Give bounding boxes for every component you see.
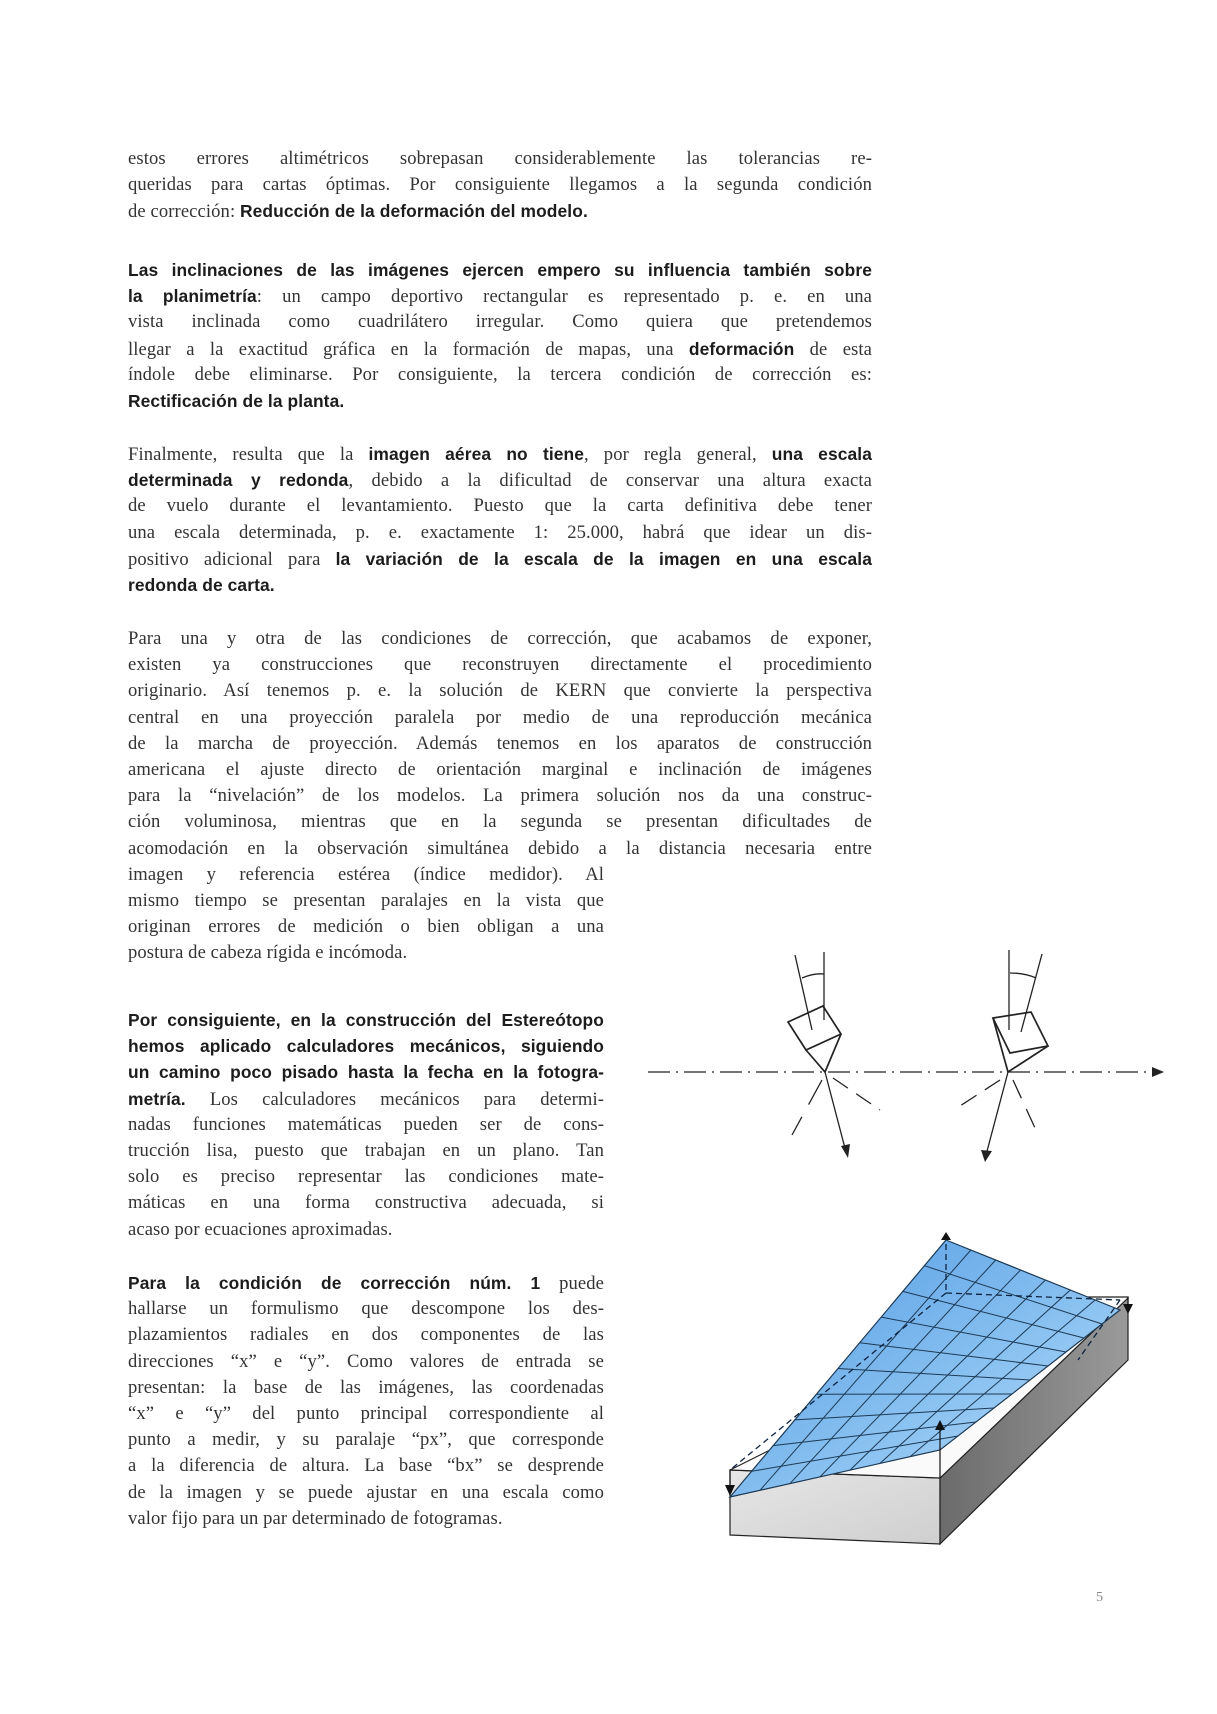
text-line <box>128 1349 604 1375</box>
axis-arrowhead <box>1152 1067 1164 1077</box>
text-line <box>128 1164 604 1190</box>
text-line <box>128 546 872 572</box>
text-line <box>128 257 872 283</box>
text-line <box>128 705 872 731</box>
text-run: índole debe eliminarse. Por consiguiente, la tercera condición de corrección es: <box>128 363 872 385</box>
text-run: presentan: la base de las imágenes, las coordenadas <box>128 1376 604 1398</box>
text-run: , por regla general, <box>584 444 772 465</box>
text-line <box>128 146 872 172</box>
text-run: máticas en una forma constructiva adecuada, si <box>128 1192 604 1214</box>
text-line <box>128 1427 604 1453</box>
text-run: acaso por ecuaciones aproximadas. <box>128 1218 393 1240</box>
text-line <box>128 809 872 835</box>
text-line <box>128 678 872 704</box>
bold-phrase: una escala <box>771 444 872 464</box>
text-line <box>128 940 604 966</box>
text-run: estos errores altimétricos sobrepasan considerablemente las tolerancias re- <box>128 148 872 169</box>
text-run: nadas funciones matemáticas pueden ser de cons- <box>128 1113 604 1135</box>
text-line <box>128 914 604 940</box>
paragraph-p3 <box>128 441 872 598</box>
bold-phrase: Rectificación de la planta. <box>128 390 345 411</box>
text-run: : un campo deportivo rectangular es representado p. e. en una <box>256 286 873 308</box>
text-line <box>128 757 872 783</box>
text-run: existen ya construcciones que reconstruyen directamente el procedimiento <box>128 654 872 676</box>
bold-phrase: imagen aérea no tiene <box>368 444 585 464</box>
paragraph-p2 <box>128 257 872 414</box>
text-run: plazamientos radiales en dos componentes de las <box>128 1324 604 1346</box>
text-run: trucción lisa, puesto que trabajan en un plano. Tan <box>128 1139 604 1161</box>
bold-phrase: Para la condición de corrección núm. 1 <box>128 1273 541 1293</box>
text-line <box>128 283 872 309</box>
text-line <box>128 520 872 546</box>
text-line <box>128 1138 604 1164</box>
text-line <box>128 1401 604 1427</box>
bold-phrase: Las inclinaciones de las imágenes ejercen empero su influencia también sobre <box>128 260 872 280</box>
text-line <box>128 572 872 598</box>
text-line <box>128 1007 604 1033</box>
text-run: originario. Así tenemos p. e. la solución de KERN que convierte la perspectiva <box>128 680 872 702</box>
text-run: de esta <box>794 338 872 360</box>
text-run: valor fijo para un par determinado de fotogramas. <box>128 1507 503 1529</box>
bold-phrase: determinada y redonda <box>128 470 349 491</box>
text-run: americana el ajuste directo de orientación marginal e inclinación de imágenes <box>128 758 872 780</box>
text-run: mismo tiempo se presentan paralajes en la vista que <box>128 889 604 911</box>
text-run: hallarse un formulismo que descompone los des- <box>128 1298 604 1320</box>
bold-phrase: redonda de carta. <box>128 574 275 595</box>
text-run: una escala determinada, p. e. exactamente 1: 25.000, habrá que idear un dis- <box>128 521 872 543</box>
bold-phrase: deformación <box>688 338 795 359</box>
text-run: de corrección: <box>128 201 240 223</box>
bold-phrase: hemos aplicado calculadores mecánicos, siguiendo <box>128 1036 604 1057</box>
text-line <box>128 1480 604 1506</box>
text-line <box>128 1322 604 1348</box>
paragraph-p4 <box>128 626 872 862</box>
text-line <box>128 1296 604 1322</box>
text-run: acomodación en la observación simultánea debido a la distancia necesaria entre <box>128 837 872 859</box>
text-line <box>128 493 872 519</box>
text-run: solo es preciso representar las condiciones mate- <box>128 1166 604 1188</box>
text-run: de la marcha de proyección. Además tenemos en los aparatos de construcción <box>128 732 872 754</box>
text-run: punto a medir, y su paralaje “px”, que corresponde <box>128 1429 604 1451</box>
text-run: direcciones “x” e “y”. Como valores de entrada se <box>128 1350 604 1372</box>
text-run: ción voluminosa, mientras que en la segunda se presentan dificultades de <box>128 811 872 833</box>
text-run: vista inclinada como cuadrilátero irregular. Como quiera que pretendemos <box>128 311 872 333</box>
bold-phrase: la variación de la escala de la imagen en una escala <box>335 548 872 569</box>
text-run: central en una proyección paralela por medio de una reproducción mecánica <box>128 706 872 728</box>
bold-phrase: un camino poco pisado hasta la fecha en la fotogra- <box>128 1062 604 1083</box>
text-line <box>128 441 872 467</box>
text-run: imagen y referencia estérea (índice medidor). Al <box>128 863 604 885</box>
text-line <box>128 1453 604 1479</box>
text-line <box>128 862 604 888</box>
text-line <box>128 1059 604 1085</box>
text-run: llegar a la exactitud gráfica en la formación de mapas, una <box>128 338 689 360</box>
text-line <box>128 1375 604 1401</box>
text-run: “x” e “y” del punto principal correspondiente al <box>128 1402 604 1424</box>
bold-phrase: Reducción de la deformación del modelo. <box>239 201 588 222</box>
text-run: a la diferencia de altura. La base “bx” se desprende <box>128 1455 604 1477</box>
text-line <box>128 1086 604 1112</box>
bold-phrase: Por consiguiente, en la construcción del Estereótopo <box>128 1010 604 1030</box>
tilted-model-diagram <box>700 1230 1150 1550</box>
text-line <box>128 1112 604 1138</box>
paragraph-p4-continued <box>128 862 604 967</box>
text-line <box>128 731 872 757</box>
text-line <box>128 467 872 493</box>
text-line <box>128 1217 604 1243</box>
text-line <box>128 309 872 335</box>
text-line <box>128 1033 604 1059</box>
text-line <box>128 1190 604 1216</box>
text-run: de vuelo durante el levantamiento. Puesto que la carta definitiva debe tener <box>128 495 872 517</box>
paragraph-p1 <box>128 146 872 225</box>
text-line <box>128 626 872 652</box>
text-line <box>128 172 872 198</box>
text-line <box>128 888 604 914</box>
text-line <box>128 1270 604 1296</box>
bold-phrase: la planimetría <box>128 286 257 307</box>
text-line <box>128 1506 604 1532</box>
text-run: puede <box>540 1273 604 1294</box>
paragraph-p5 <box>128 1007 604 1243</box>
text-run: para la “nivelación” de los modelos. La primera solución nos da una construc- <box>128 785 872 807</box>
text-run: , debido a la dificultad de conservar una altura exacta <box>348 470 872 492</box>
text-line <box>128 198 872 224</box>
text-line <box>128 362 872 388</box>
text-run: originan errores de medición o bien obligan a una <box>128 916 604 938</box>
right-prism <box>960 950 1048 1162</box>
text-line <box>128 652 872 678</box>
text-line <box>128 336 872 362</box>
text-run: Finalmente, resulta que la <box>128 444 369 465</box>
prism-diagram <box>640 930 1200 1170</box>
text-run: postura de cabeza rígida e incómoda. <box>128 942 408 964</box>
text-line <box>128 783 872 809</box>
bold-phrase: metría. <box>128 1088 186 1109</box>
text-run: positivo adicional para <box>128 548 336 570</box>
text-line <box>128 836 872 862</box>
page-number: 5 <box>1096 1590 1103 1605</box>
text-run: Los calculadores mecánicos para determi- <box>185 1088 604 1110</box>
text-run: queridas para cartas óptimas. Por consiguiente llegamos a la segunda condición <box>128 174 872 196</box>
text-run: Para una y otra de las condiciones de corrección, que acabamos de exponer, <box>128 628 872 649</box>
left-prism <box>788 952 880 1158</box>
text-line <box>128 388 872 414</box>
paragraph-p6 <box>128 1270 604 1532</box>
text-run: de la imagen y se puede ajustar en una escala como <box>128 1481 604 1503</box>
